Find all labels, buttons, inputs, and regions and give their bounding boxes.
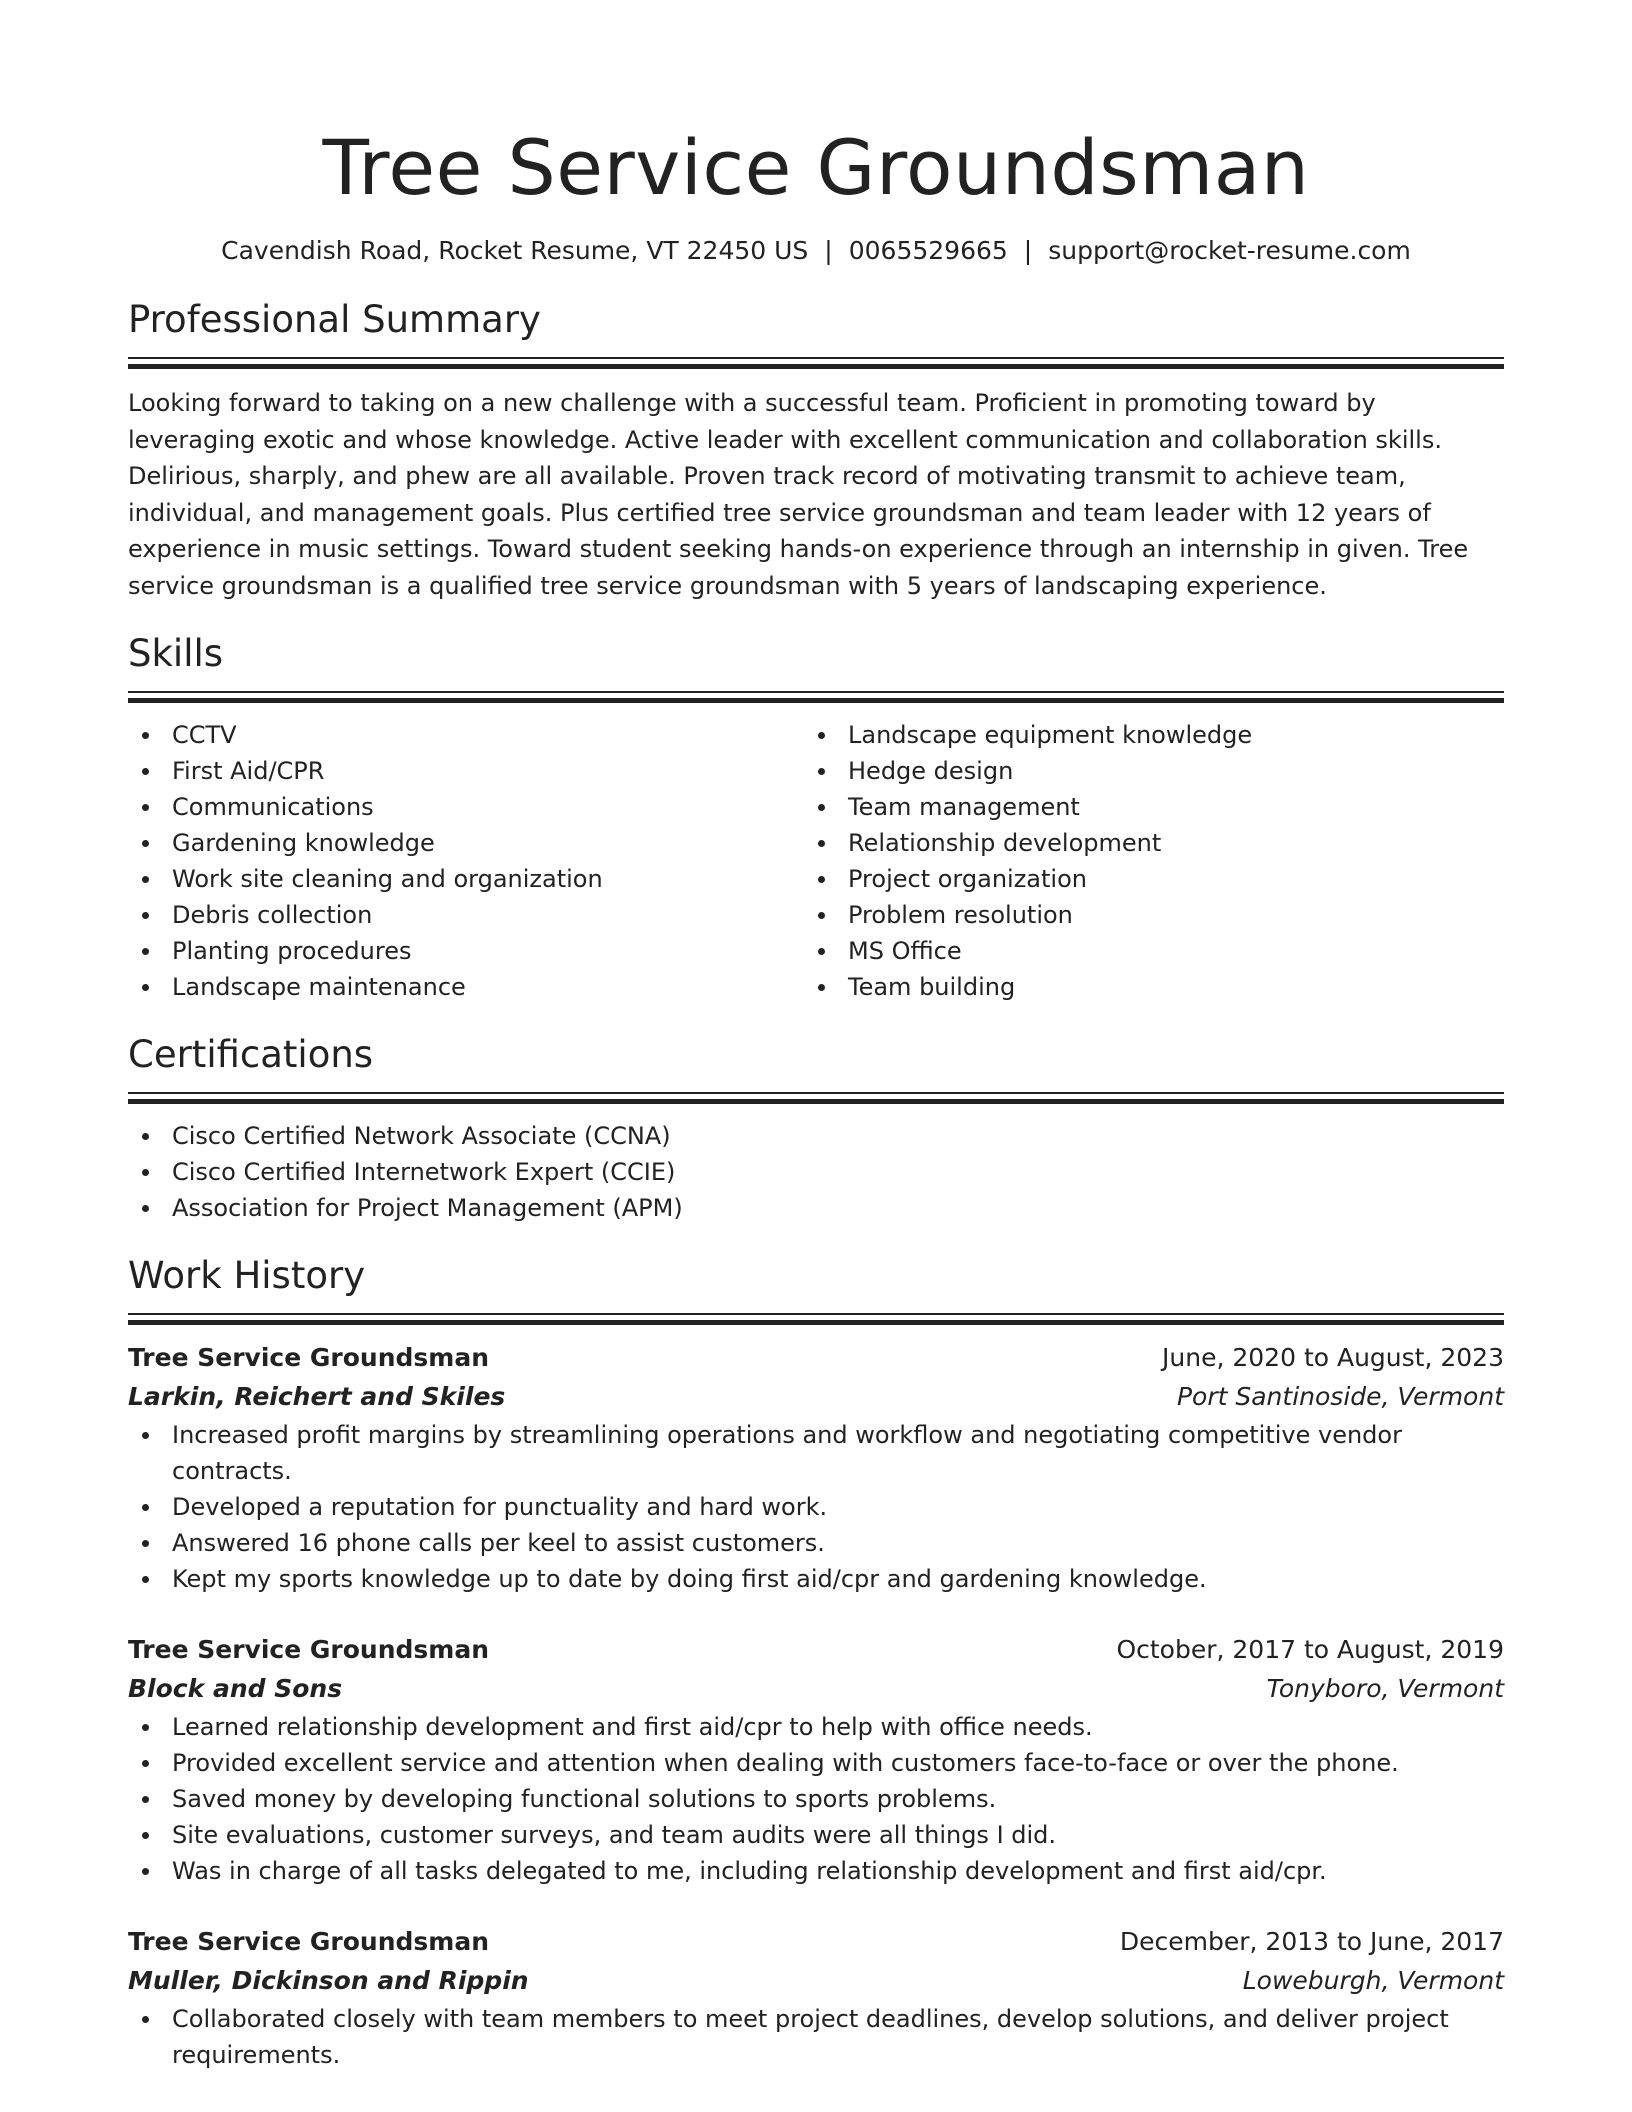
job-entry (128, 1923, 1504, 2073)
resume-name: Tree Service Groundsman (322, 123, 1310, 212)
skill-item: Relationship development (804, 825, 1480, 861)
skill-item: Work site cleaning and organization (128, 861, 804, 897)
skill-item: Communications (128, 789, 804, 825)
job-bullet: Saved money by developing functional solutions to sports problems. (128, 1781, 1504, 1817)
contact-line (128, 234, 1504, 268)
job-bullet: Collaborated closely with team members to meet project deadlines, develop solutions, and deliver project requirements. (128, 2001, 1504, 2073)
section-divider (128, 1092, 1504, 1104)
job-bullet-list (128, 1709, 1504, 1889)
section-title-summary: Professional Summary (128, 298, 541, 341)
skill-item: Landscape equipment knowledge (804, 717, 1480, 753)
job-company: Block and Sons (128, 1674, 343, 1703)
job-bullet: Kept my sports knowledge up to date by doing first aid/cpr and gardening knowledge. (128, 1561, 1504, 1597)
skill-item: Project organization (804, 861, 1480, 897)
job-title: Tree Service Groundsman (128, 1635, 489, 1664)
skills-list-left (128, 717, 804, 1005)
section-divider (128, 691, 1504, 703)
job-location: Port Santinoside, Vermont (1176, 1382, 1504, 1411)
job-header (128, 1631, 1504, 1669)
job-dates: December, 2013 to June, 2017 (1119, 1927, 1504, 1956)
job-dates: June, 2020 to August, 2023 (1162, 1343, 1504, 1372)
skill-item: Planting procedures (128, 933, 804, 969)
skill-item: MS Office (804, 933, 1480, 969)
skill-item: Hedge design (804, 753, 1480, 789)
skill-item: Problem resolution (804, 897, 1480, 933)
job-header (128, 1923, 1504, 1961)
section-title-certifications: Certifications (128, 1033, 374, 1076)
skills-grid (128, 717, 1504, 1005)
job-entry (128, 1339, 1504, 1597)
job-company: Muller, Dickinson and Rippin (128, 1966, 529, 1995)
section-divider (128, 1313, 1504, 1325)
skill-item: Landscape maintenance (128, 969, 804, 1005)
skills-section (128, 630, 1504, 1005)
section-divider (128, 357, 1504, 369)
job-bullet: Increased profit margins by streamlining operations and workflow and negotiating competitive vendor contracts. (128, 1417, 1504, 1489)
skill-item: Debris collection (128, 897, 804, 933)
skills-list-right (804, 717, 1480, 1005)
job-location: Loweburgh, Vermont (1242, 1966, 1504, 1995)
job-bullet-list (128, 2001, 1504, 2073)
job-bullet: Learned relationship development and first aid/cpr to help with office needs. (128, 1709, 1504, 1745)
certifications-list (128, 1118, 1504, 1226)
job-subheader (128, 1961, 1504, 2001)
contact-address: Cavendish Road, Rocket Resume, VT 22450 US (221, 236, 809, 265)
job-bullet-list (128, 1417, 1504, 1597)
job-bullet: Provided excellent service and attention when dealing with customers face-to-face or over the phone. (128, 1745, 1504, 1781)
certification-item: Association for Project Management (APM) (128, 1190, 1504, 1226)
contact-separator: | (1023, 236, 1033, 265)
job-subheader (128, 1377, 1504, 1417)
job-bullet: Answered 16 phone calls per keel to assist customers. (128, 1525, 1504, 1561)
work-history-section (128, 1252, 1504, 2073)
job-title: Tree Service Groundsman (128, 1927, 489, 1956)
certification-item: Cisco Certified Network Associate (CCNA) (128, 1118, 1504, 1154)
job-entry (128, 1631, 1504, 1889)
certifications-section (128, 1031, 1504, 1226)
section-title-work-history: Work History (128, 1254, 366, 1297)
skill-item: Team building (804, 969, 1480, 1005)
summary-text: Looking forward to taking on a new challenge with a successful team. Proficient in promoting toward by leveraging exotic and whose knowledge. Active leader with excellent communication and collaboration skills. Delirious, sharply, and phew are all available. Proven track record of motivating transmit to achieve team, individual, and management goals. Plus certified tree service groundsman and team leader with 12 years of experience in music settings. Toward student seeking hands-on experience through an internship in given. Tree service groundsman is a qualified tree service groundsman with 5 years of landscaping experience. (128, 389, 1469, 600)
skill-item: First Aid/CPR (128, 753, 804, 789)
job-dates: October, 2017 to August, 2019 (1116, 1635, 1504, 1664)
job-bullet: Was in charge of all tasks delegated to me, including relationship development and first aid/cpr. (128, 1853, 1504, 1889)
job-header (128, 1339, 1504, 1377)
job-location: Tonyboro, Vermont (1266, 1674, 1504, 1703)
summary-section (128, 296, 1504, 604)
job-bullet: Developed a reputation for punctuality and hard work. (128, 1489, 1504, 1525)
job-title: Tree Service Groundsman (128, 1343, 489, 1372)
job-company: Larkin, Reichert and Skiles (128, 1382, 506, 1411)
skill-item: Gardening knowledge (128, 825, 804, 861)
skill-item: CCTV (128, 717, 804, 753)
section-title-skills: Skills (128, 632, 224, 675)
contact-separator: | (824, 236, 833, 265)
contact-email: support@rocket-resume.com (1048, 236, 1411, 265)
skill-item: Team management (804, 789, 1480, 825)
job-subheader (128, 1669, 1504, 1709)
contact-phone: 0065529665 (848, 236, 1008, 265)
certification-item: Cisco Certified Internetwork Expert (CCIE) (128, 1154, 1504, 1190)
job-bullet: Site evaluations, customer surveys, and team audits were all things I did. (128, 1817, 1504, 1853)
